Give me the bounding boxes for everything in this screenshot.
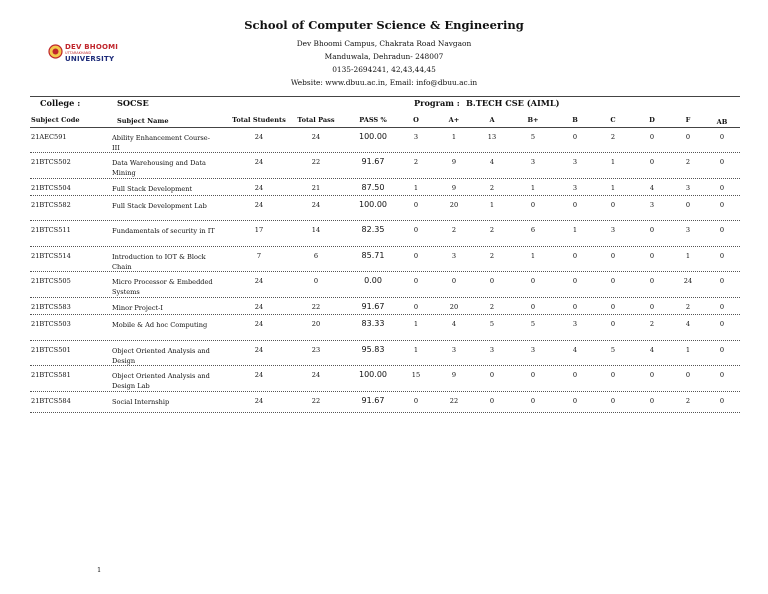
col-total-students: Total Students: [232, 116, 286, 124]
grade-b-plus: 0: [530, 371, 536, 379]
grade-d: 0: [649, 252, 655, 260]
grade-b-plus: 3: [530, 158, 536, 166]
col-grade-f: F: [685, 116, 691, 124]
grade-b: 0: [572, 133, 578, 141]
grade-d: 0: [649, 133, 655, 141]
subject-code: 21BTCS514: [31, 252, 71, 260]
grade-b: 0: [572, 303, 578, 311]
grade-o: 1: [413, 346, 419, 354]
top-rule: [30, 96, 740, 97]
total-students: 24: [254, 346, 264, 354]
absent: 0: [719, 226, 725, 234]
logo-text-dev-bhoomi: DEV BHOOMI: [65, 43, 119, 51]
total-students: 24: [254, 184, 264, 192]
grade-f: 0: [685, 201, 691, 209]
col-subject-name: Subject Name: [117, 117, 169, 125]
subject-code: 21BTCS582: [31, 201, 71, 209]
grade-a: 0: [489, 371, 495, 379]
campus-line: Dev Bhoomi Campus, Chakrata Road Navgaon: [296, 39, 472, 48]
absent: 0: [719, 320, 725, 328]
grade-b-plus: 0: [530, 201, 536, 209]
grade-b-plus: 3: [530, 346, 536, 354]
grade-d: 0: [649, 371, 655, 379]
grade-a: 0: [489, 397, 495, 405]
grade-c: 1: [610, 184, 616, 192]
pass-percent: 85.71: [361, 251, 385, 260]
grade-a-plus: 1: [451, 133, 457, 141]
grade-a: 5: [489, 320, 495, 328]
grade-a-plus: 3: [451, 346, 457, 354]
pass-percent: 100.00: [359, 200, 387, 209]
row-divider: [30, 391, 740, 392]
grade-f: 2: [685, 397, 691, 405]
col-total-pass: Total Pass: [297, 116, 335, 124]
subject-code: 21BTCS505: [31, 277, 71, 285]
row-divider: [30, 365, 740, 366]
subject-name: Full Stack Development: [112, 185, 193, 193]
subject-code: 21BTCS581: [31, 371, 71, 379]
row-divider: [30, 220, 740, 221]
grade-a-plus: 0: [451, 277, 457, 285]
absent: 0: [719, 158, 725, 166]
grade-b-plus: 6: [530, 226, 536, 234]
total-pass: 22: [311, 303, 321, 311]
subject-code: 21BTCS504: [31, 184, 71, 192]
grade-c: 5: [610, 346, 616, 354]
grade-a-plus: 9: [451, 371, 457, 379]
grade-c: 0: [610, 397, 616, 405]
grade-o: 0: [413, 277, 419, 285]
grade-o: 1: [413, 320, 419, 328]
grade-a-plus: 20: [449, 201, 459, 209]
absent: 0: [719, 346, 725, 354]
grade-f: 1: [685, 252, 691, 260]
grade-a-plus: 22: [449, 397, 459, 405]
col-grade-a: A: [489, 116, 495, 124]
pass-percent: 83.33: [361, 319, 385, 328]
row-divider: [30, 297, 740, 298]
grade-f: 2: [685, 158, 691, 166]
school-title: School of Computer Science & Engineering: [244, 18, 524, 32]
total-students: 24: [254, 320, 264, 328]
logo-text-university: UNIVERSITY: [65, 55, 115, 63]
subject-code: 21BTCS584: [31, 397, 71, 405]
total-students: 7: [256, 252, 262, 260]
grade-o: 0: [413, 397, 419, 405]
document-header: [0, 18, 768, 89]
grade-f: 0: [685, 133, 691, 141]
grade-b: 0: [572, 201, 578, 209]
subject-code: 21BTCS502: [31, 158, 71, 166]
col-grade-a-plus: A+: [448, 116, 460, 124]
total-students: 24: [254, 133, 264, 141]
grade-f: 3: [685, 184, 691, 192]
total-pass: 6: [313, 252, 319, 260]
row-divider: [30, 412, 740, 413]
grade-b: 4: [572, 346, 578, 354]
total-pass: 20: [311, 320, 321, 328]
grade-c: 0: [610, 201, 616, 209]
grade-a-plus: 9: [451, 158, 457, 166]
grade-o: 0: [413, 201, 419, 209]
absent: 0: [719, 201, 725, 209]
grade-d: 0: [649, 277, 655, 285]
grade-d: 4: [649, 346, 655, 354]
pass-percent: 100.00: [359, 132, 387, 141]
grade-a: 2: [489, 252, 495, 260]
grade-d: 2: [649, 320, 655, 328]
total-pass: 24: [311, 201, 321, 209]
total-students: 24: [254, 397, 264, 405]
grade-c: 3: [610, 226, 616, 234]
col-grade-c: C: [610, 116, 616, 124]
grade-a: 0: [489, 277, 495, 285]
grade-b-plus: 0: [530, 277, 536, 285]
subject-name: Social Internship: [112, 398, 170, 406]
col-grade-d: D: [649, 116, 655, 124]
grade-b-plus: 1: [530, 252, 536, 260]
total-pass: 14: [311, 226, 321, 234]
grade-b-plus: 0: [530, 303, 536, 311]
total-students: 24: [254, 303, 264, 311]
total-pass: 22: [311, 158, 321, 166]
program-label: Program :: [414, 98, 460, 108]
grade-b: 0: [572, 277, 578, 285]
logo-text-uttarakhand: UTTARAKHAND: [65, 51, 92, 55]
grade-d: 0: [649, 303, 655, 311]
row-divider: [30, 314, 740, 315]
absent: 0: [719, 277, 725, 285]
grade-c: 0: [610, 252, 616, 260]
grade-a: 13: [487, 133, 497, 141]
subject-name: Ability Enhancement Course-III: [112, 134, 210, 152]
col-subject-code: Subject Code: [31, 116, 80, 124]
row-divider: [30, 152, 740, 153]
subject-name: Minor Project-I: [112, 304, 164, 312]
grade-o: 0: [413, 252, 419, 260]
subject-name: Data Warehousing and Data Mining: [112, 159, 206, 177]
grade-a-plus: 20: [449, 303, 459, 311]
subject-name: Micro Processor & Embedded Systems: [112, 278, 213, 296]
total-pass: 21: [311, 184, 321, 192]
absent: 0: [719, 397, 725, 405]
total-pass: 0: [313, 277, 319, 285]
col-pass-percent: PASS %: [359, 116, 387, 124]
page-number: 1: [97, 566, 102, 574]
contact-line: Website: www.dbuu.ac.in, Email: info@dbuu.ac.in: [290, 78, 478, 87]
grade-c: 1: [610, 158, 616, 166]
col-absent: AB: [716, 118, 728, 126]
pass-percent: 91.67: [361, 396, 385, 405]
grade-b: 3: [572, 158, 578, 166]
total-students: 24: [254, 158, 264, 166]
grade-o: 1: [413, 184, 419, 192]
row-divider: [30, 271, 740, 272]
grade-a: 2: [489, 226, 495, 234]
row-divider: [30, 178, 740, 179]
grade-o: 3: [413, 133, 419, 141]
grade-b-plus: 5: [530, 133, 536, 141]
total-pass: 22: [311, 397, 321, 405]
subject-name: Full Stack Development Lab: [112, 202, 207, 210]
college-label: College :: [40, 98, 81, 108]
absent: 0: [719, 133, 725, 141]
grade-c: 0: [610, 277, 616, 285]
grade-b-plus: 1: [530, 184, 536, 192]
grade-o: 0: [413, 303, 419, 311]
grade-b: 3: [572, 320, 578, 328]
absent: 0: [719, 184, 725, 192]
row-divider: [30, 340, 740, 341]
total-students: 24: [254, 277, 264, 285]
subject-name: Introduction to IOT & Block Chain: [112, 253, 206, 271]
college-value: SOCSE: [117, 98, 149, 108]
grade-b: 0: [572, 397, 578, 405]
subject-name: Object Oriented Analysis and Design Lab: [112, 372, 210, 390]
total-pass: 23: [311, 346, 321, 354]
pass-percent: 0.00: [364, 276, 382, 285]
grade-c: 0: [610, 303, 616, 311]
grade-o: 2: [413, 158, 419, 166]
college-program-info: [0, 98, 768, 110]
grade-f: 2: [685, 303, 691, 311]
row-divider: [30, 246, 740, 247]
grade-b: 0: [572, 252, 578, 260]
header-rule: [30, 127, 740, 128]
pass-percent: 95.83: [361, 345, 385, 354]
grade-f: 1: [685, 346, 691, 354]
grade-a-plus: 2: [451, 226, 457, 234]
grade-a: 2: [489, 303, 495, 311]
absent: 0: [719, 303, 725, 311]
grade-o: 15: [411, 371, 421, 379]
subject-code: 21BTCS583: [31, 303, 71, 311]
subject-code: 21BTCS503: [31, 320, 71, 328]
grade-f: 0: [685, 371, 691, 379]
total-students: 24: [254, 201, 264, 209]
program-value: B.TECH CSE (AIML): [466, 98, 560, 108]
subject-code: 21BTCS501: [31, 346, 71, 354]
absent: 0: [719, 252, 725, 260]
row-divider: [30, 195, 740, 196]
pass-percent: 87.50: [361, 183, 385, 192]
subject-name: Object Oriented Analysis and Design: [112, 347, 210, 365]
grade-a-plus: 3: [451, 252, 457, 260]
grade-c: 0: [610, 320, 616, 328]
grade-c: 0: [610, 371, 616, 379]
col-grade-b: B: [572, 116, 578, 124]
grade-a: 1: [489, 201, 495, 209]
absent: 0: [719, 371, 725, 379]
grade-f: 24: [683, 277, 693, 285]
grade-a: 3: [489, 346, 495, 354]
col-grade-b-plus: B+: [527, 116, 539, 124]
grade-d: 0: [649, 158, 655, 166]
grade-c: 2: [610, 133, 616, 141]
col-grade-o: O: [413, 116, 419, 124]
subject-code: 21AEC591: [31, 133, 67, 141]
grade-f: 4: [685, 320, 691, 328]
grade-a-plus: 4: [451, 320, 457, 328]
grade-a-plus: 9: [451, 184, 457, 192]
grade-a: 4: [489, 158, 495, 166]
subject-code: 21BTCS511: [31, 226, 71, 234]
grade-d: 3: [649, 201, 655, 209]
table-header: [0, 114, 768, 126]
grade-b: 1: [572, 226, 578, 234]
total-students: 17: [254, 226, 264, 234]
grade-d: 0: [649, 397, 655, 405]
grade-b: 3: [572, 184, 578, 192]
grade-a: 2: [489, 184, 495, 192]
grade-b-plus: 5: [530, 320, 536, 328]
pass-percent: 91.67: [361, 302, 385, 311]
grade-d: 4: [649, 184, 655, 192]
address-line: Manduwala, Dehradun- 248007: [324, 52, 444, 61]
subject-name: Mobile & Ad hoc Computing: [112, 321, 208, 329]
grade-d: 0: [649, 226, 655, 234]
grade-f: 3: [685, 226, 691, 234]
total-pass: 24: [311, 133, 321, 141]
total-pass: 24: [311, 371, 321, 379]
total-students: 24: [254, 371, 264, 379]
pass-percent: 91.67: [361, 157, 385, 166]
grade-o: 0: [413, 226, 419, 234]
subject-name: Fundamentals of security in IT: [112, 227, 215, 235]
pass-percent: 82.35: [361, 225, 385, 234]
pass-percent: 100.00: [359, 370, 387, 379]
grade-b: 0: [572, 371, 578, 379]
phone-line: 0135-2694241, 42,43,44,45: [332, 65, 436, 74]
grade-b-plus: 0: [530, 397, 536, 405]
